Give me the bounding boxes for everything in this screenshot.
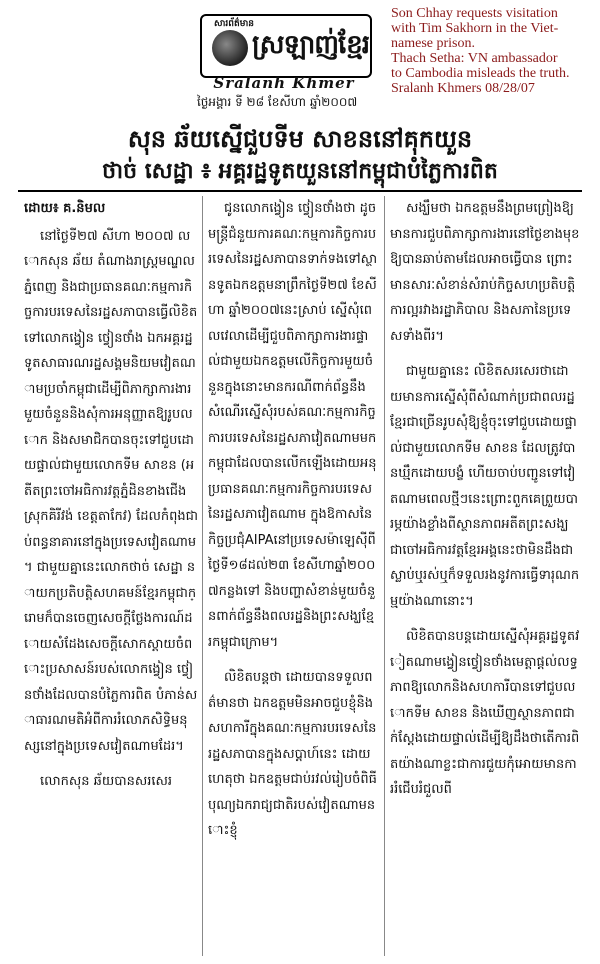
english-caption xyxy=(391,6,596,96)
paragraph: សង្ឃឹមថា ឯកឧត្តមនឹងព្រមព្រៀងឱ្យមានការជួបពិភាក្សាការងារនៅថ្ងៃខាងមុខឱ្យបានឆាប់តាមដែលអាចធ្វើបាន ព្រោះមានសារៈសំខាន់សំរាប់កិច្ចសហប្រតិបត្តិការល្អរវាងរដ្ឋាភិបាល និងសភានៃប្រទេសទាំងពីរ។ xyxy=(390,201,580,344)
article-column-1 xyxy=(24,196,198,795)
column-divider xyxy=(202,196,203,956)
caption-line: Thach Setha: VN ambassador xyxy=(391,51,558,66)
caption-line: Son Chhay requests visitation xyxy=(391,6,558,21)
article-column-2 xyxy=(208,196,378,844)
masthead-title-khmer: ស្រឡាញ់ខ្មែរ xyxy=(252,30,370,60)
headline-line-1: សុន ឆ័យស្នើជួបទីម សាខន​នៅគុកយួន xyxy=(127,125,473,153)
caption-line: namese prison. xyxy=(391,36,475,51)
masthead-logo xyxy=(200,14,372,78)
paragraph: លិខិតបានបន្តដោយស្នើសុំអគ្គរដ្ឋទូតវៀតណាមង្វៀនថ្វៀនថាំងមេត្តាផ្តល់លទ្ធភាពឱ្យលោកនិងសហការីបានទៅជួបលោកទីម សាខន និងឃើញស្ថានភាពជាក់ស្តែងដោយផ្ទាល់ដើម្បីឱ្យដឹងថាតើការពិតយ៉ាងណាខ្លះជាការជួយកុំអោយមានការរំជើបរំជួលពី xyxy=(390,629,580,797)
paragraph: នៅថ្ងៃទី២៧ សីហា ២០០៧ លោកសុន ឆ័យ តំណាងរាស្ត្រមណ្ឌលភ្នំពេញ និងជាប្រធានគណៈកម្មការកិច្ចការបរទេសនៃរដ្ឋសភាបានធ្វើលិខិតទៅលោកង្វៀន ថ្វៀនថាំង ឯកអគ្គរដ្ឋទូតសាធារណរដ្ឋសង្គមនិយមវៀតណាមប្រចាំកម្ពុជាដើម្បីពិភាក្សាការងារមួយចំនួននិងសុំការអនុញ្ញាតឱ្យរូបលោក និងសមាជិកបានចុះទៅជួបដោយផ្ទាល់ជាមួយលោកទីម សាខន (អតីតព្រះចៅអធិការវត្តភ្នំដិនខាងជើង ស្រុកគិរីវង់ ខេត្តតាកែវ) ដែលកំពុងជាប់ពន្ធនាគារនៅក្នុងប្រទេសវៀតណាម។ ជាមួយគ្នានេះលោកថាច់ សេដ្ឋា នាយកប្រតិបត្តិសហគមន៍ខ្មែរកម្ពុជាក្រោមក៏បានចេញសេចក្តីថ្លែងការណ៍ដោយសំដែងសេចក្តីសោកស្តាយចំពោះប្រសាសន៍របស់លោកង្វៀន ថ្វៀនថាំងដែលបានបំភ្លៃការពិត បំភាន់សាធារណមតិអំពីការរំលោភសិទ្ធិមនុស្សនៅក្នុងប្រទេសវៀតណាមដែរ។ xyxy=(24,228,198,754)
paragraph: ជូនលោកង្វៀន ថ្វៀនថាំងថា ដូចមន្ត្រីជំនួយការគណៈកម្មការកិច្ចការបរទេសនៃរដ្ឋសភាបានទាក់ទងទៅស្ថានទូតឯកឧត្តមនាព្រឹកថ្ងៃទី២៧ ខែសីហា ឆ្នាំ២០០៧នេះស្រាប់ ស្នើសុំពេលវេលាដើម្បីជួបពិភាក្សាការងារផ្ទាល់ជាមួយឯកឧត្តមលើកិច្ចការមួយចំនួនក្នុងនោះមានករណីពាក់ព័ន្ធនឹងសំណើរស្នើសុំរបស់គណៈកម្មការកិច្ចការបរទេសនៃរដ្ឋសភាវៀតណាមមកកម្ពុជាដែលបានលើកឡើងដោយអនុប្រធានគណៈកម្មការកិច្ចការបរទេសនៃរដ្ឋសភាវៀតណាម ក្នុងឱកាសនៃកិច្ចប្រជុំAIPAនៅប្រទេសម៉ាឡេស៊ីពីថ្ងៃទី១៨ដល់២៣ ខែសីហាឆ្នាំ២០០៧កន្លងទៅ និងបញ្ហាសំខាន់មួយចំនួនពាក់ព័ន្ធនឹងពលរដ្ឋនិងព្រះសង្ឃខ្មែរកម្ពុជាក្រោម។ xyxy=(208,201,378,650)
caption-line: Sralanh Khmers 08/28/07 xyxy=(391,81,535,96)
paragraph: លិខិតបន្តថា ដោយបានទទួលពត៌មានថា ឯកឧត្តមមិនអាចជួបខ្ញុំនិងសហការីក្នុងគណៈកម្មការបរទេសនៃរដ្ឋសភាបានក្នុងសប្តាហ៍នេះ ដោយហេតុថា ឯកឧត្តមជាប់រវល់រៀបចំពិធីបុណ្យឯករាជ្យជាតិរបស់វៀតណាមនោះខ្ញុំ xyxy=(208,670,377,838)
headline-divider xyxy=(18,190,582,192)
headline-line-2: ថាច់ សេដ្ឋា ៖ អគ្គរដ្ឋទូតយួននៅកម្ពុជាបំភ្លៃការពិត xyxy=(102,159,498,184)
masthead xyxy=(200,14,368,90)
article-column-3 xyxy=(390,196,580,803)
paragraph: លោកសុន ឆ័យបានសរសេរ xyxy=(40,774,173,789)
masthead-small-label: សារព័ត៌មាន xyxy=(214,19,254,29)
masthead-title-roman: Sralanh Khmer xyxy=(213,74,355,92)
headline xyxy=(20,122,580,188)
paragraph: ជាមួយគ្នានេះ លិខិតសរសេរថាដោយមានការស្នើសុំពីសំណាក់ប្រជាពលរដ្ឋខ្មែរជាច្រើនរូបសុំឱ្យខ្ញុំចុះទៅជួបដោយផ្ទាល់ជាមួយលោកទីម សាខន ដែលត្រូវបានឃ្មឹកដោយបង្ខំ ហើយចាប់បញ្ជូនទៅវៀតណាមពេលថ្មីៗនេះព្រោះពួកគេព្រួយបារម្ភយ៉ាងខ្លាំងពីស្ថានភាពអតីតព្រះសង្ឃ ជាចៅអធិការវត្តខ្មែរអង្គនេះថាមិនដឹងជាស្លាប់ឬរស់ឬក៏ទទួលរងនូវការធ្វើទារុណកម្មយ៉ាងណានោះ។ xyxy=(390,364,580,609)
issue-date: ថ្ងៃអង្គារ ទី ២៨ ខែសីហា ឆ្នាំ២០០៧ xyxy=(197,95,358,109)
byline: ដោយ៖ គ.និមល xyxy=(24,201,106,216)
caption-line: to Cambodia misleads the truth. xyxy=(391,66,570,81)
globe-icon xyxy=(212,30,248,66)
caption-line: with Tim Sakhorn in the Viet- xyxy=(391,21,559,36)
column-divider xyxy=(384,196,385,956)
